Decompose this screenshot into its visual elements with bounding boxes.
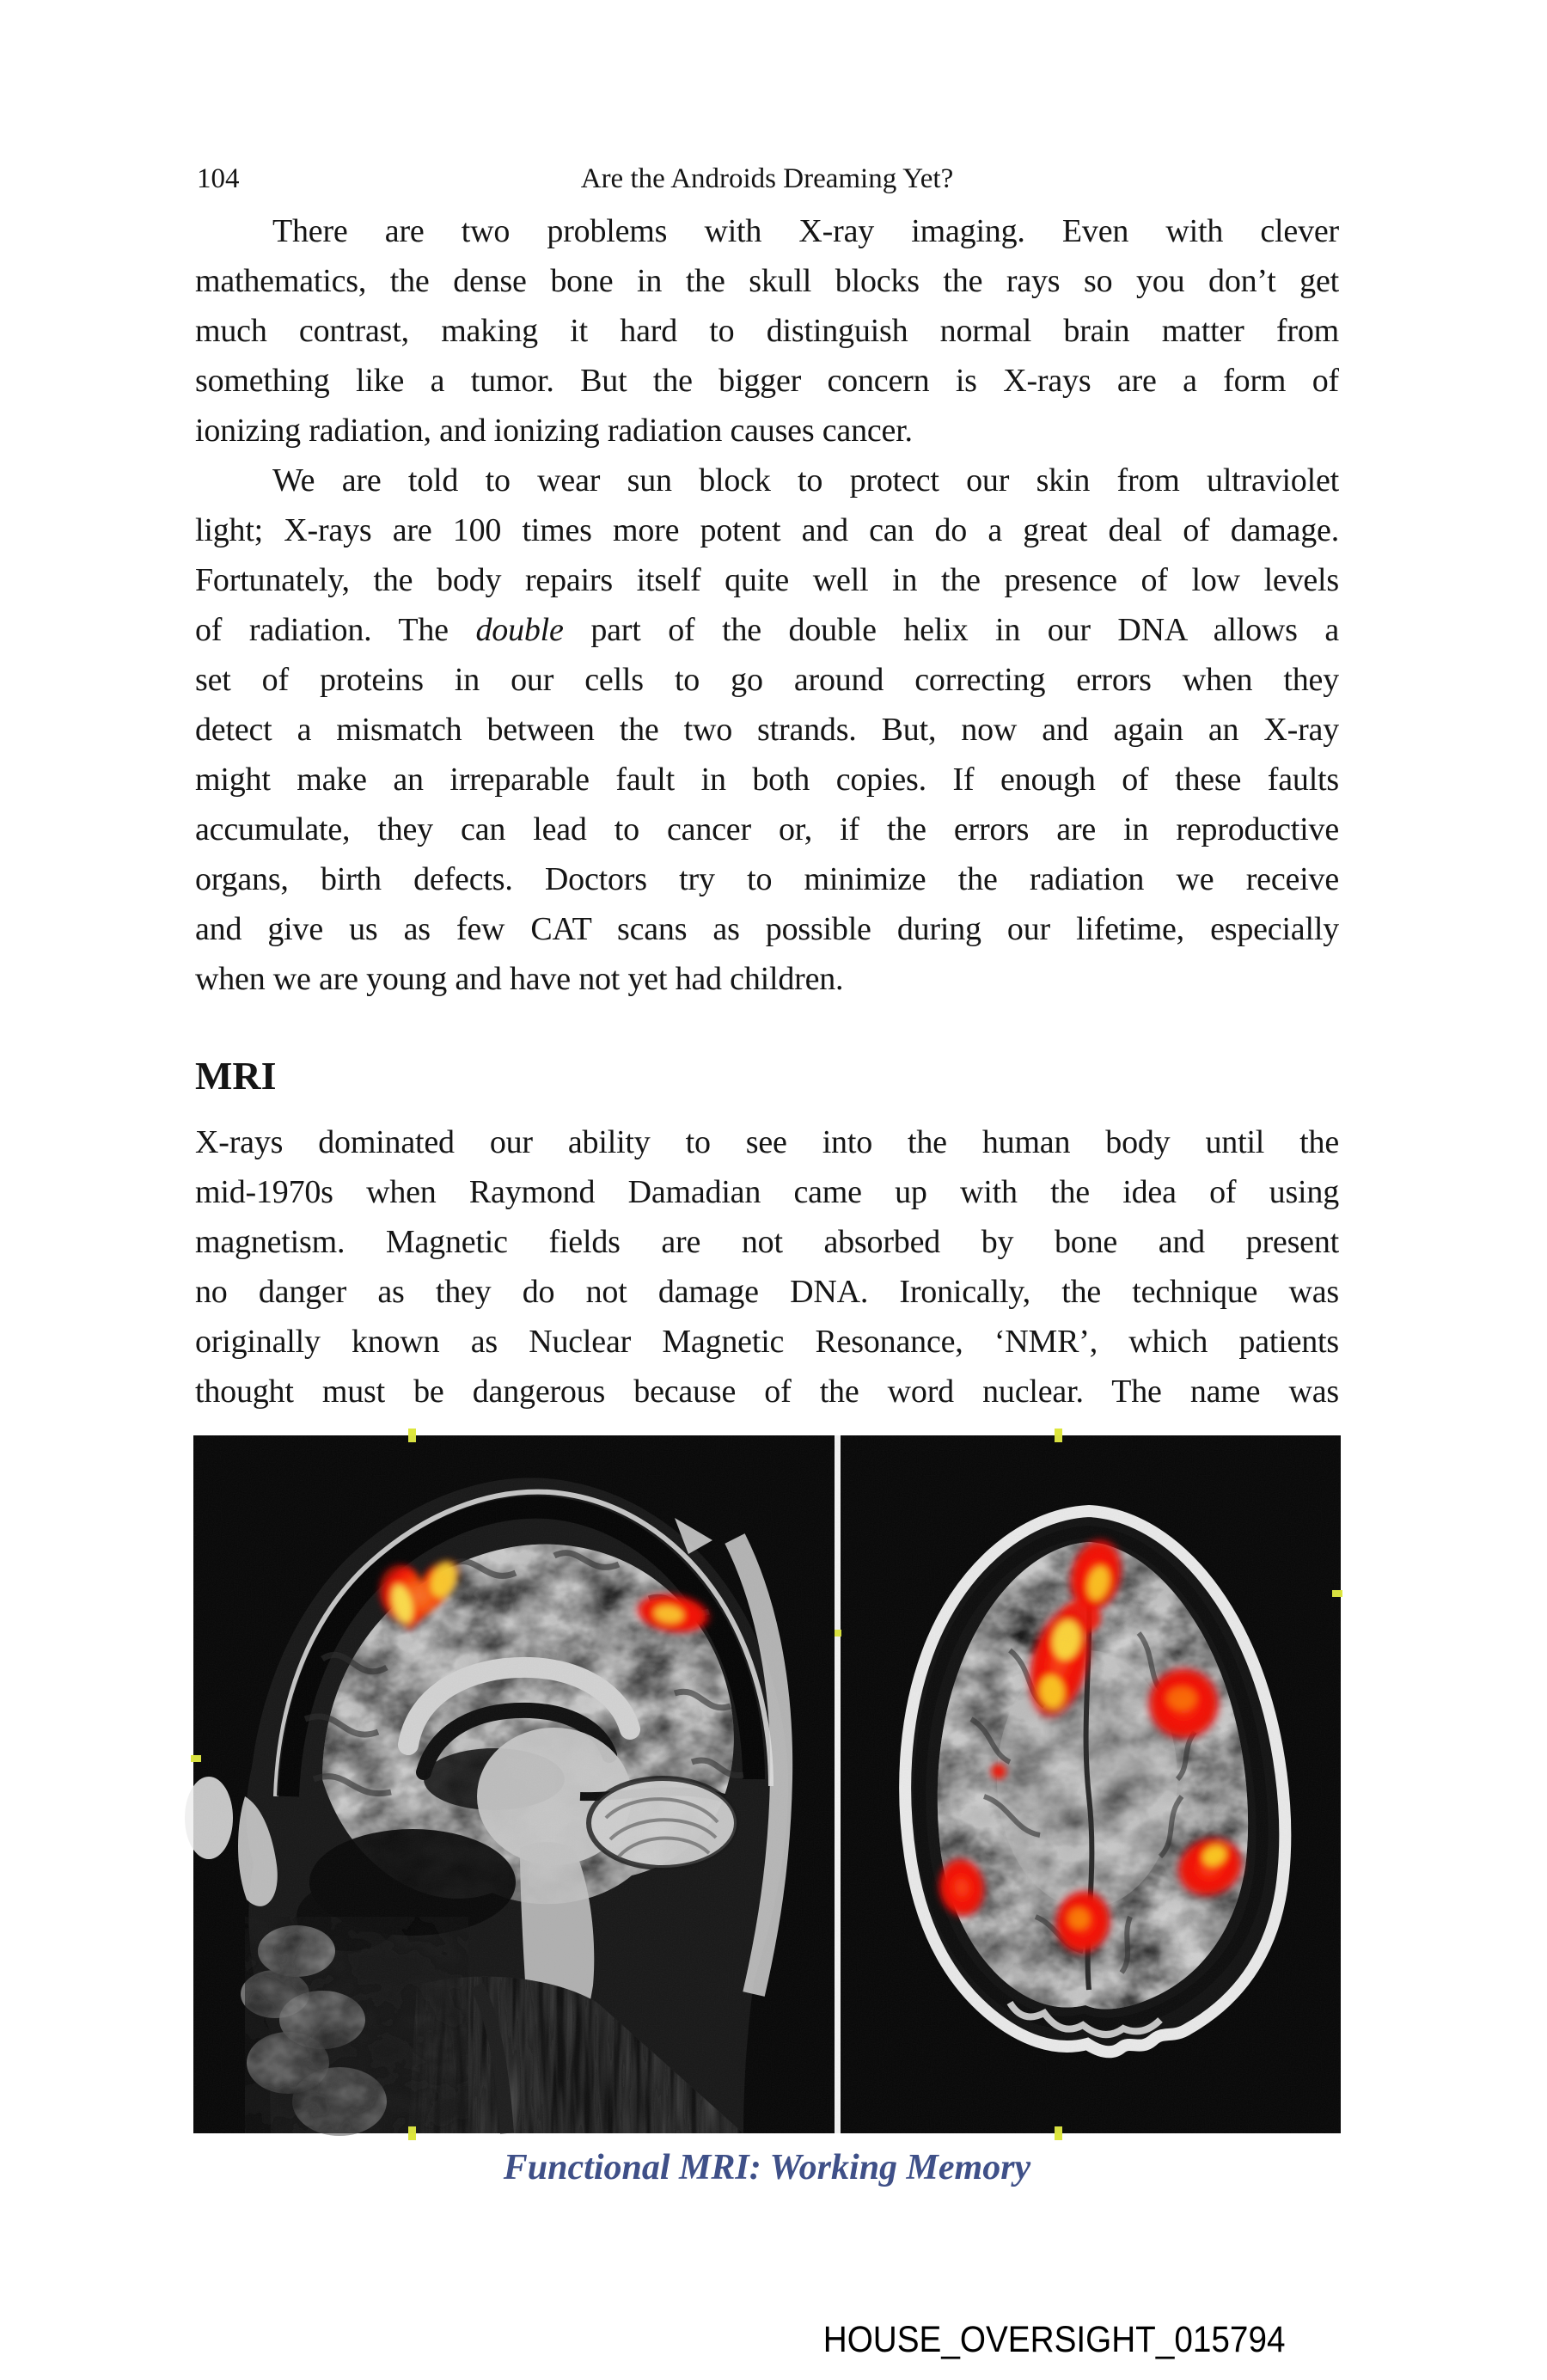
text-line: mathematics, the dense bone in the skull blocks the rays so you don’t get <box>195 263 1339 299</box>
text-segment: of radiation. The <box>195 612 476 648</box>
text-line: mid-1970s when Raymond Damadian came up with the idea of using <box>195 1174 1339 1210</box>
running-head <box>193 163 1341 201</box>
text-line: might make an irreparable fault in both copies. If enough of these faults <box>195 762 1339 798</box>
paragraph-xray-problems <box>195 206 1339 456</box>
figure-caption: Functional MRI: Working Memory <box>503 2148 1031 2187</box>
text-line: X-rays dominated our ability to see into the human body until the <box>195 1124 1339 1160</box>
text-segment: part of the double helix in our DNA allows a <box>563 612 1339 648</box>
text-line: something like a tumor. But the bigger concern is X-rays are a form of <box>195 363 1339 399</box>
text-line: magnetism. Magnetic fields are not absorbed by bone and present <box>195 1224 1339 1260</box>
text-line: There are two problems with X-ray imaging. Even with clever <box>272 213 1339 249</box>
text-line: accumulate, they can lead to cancer or, if the errors are in reproductive <box>195 811 1339 847</box>
paragraph-mri-history <box>195 1117 1339 1416</box>
text-line: ionizing radiation, and ionizing radiation causes cancer. <box>195 413 913 449</box>
fmri-figure-image <box>193 1435 1341 2133</box>
italic-word: double <box>475 612 564 648</box>
text-line: set of proteins in our cells to go around correcting errors when they <box>195 662 1339 698</box>
text-line: no danger as they do not damage DNA. Ironically, the technique was <box>195 1274 1339 1310</box>
page-number: 104 <box>197 163 240 194</box>
text-line: We are told to wear sun block to protect our skin from ultraviolet <box>272 462 1339 499</box>
paragraph-radiation-damage <box>195 456 1339 1004</box>
text-line-with-italic <box>195 605 1339 655</box>
text-line: much contrast, making it hard to distinguish normal brain matter from <box>195 313 1339 349</box>
text-line: when we are young and have not yet had children. <box>195 961 844 997</box>
text-line: detect a mismatch between the two strands. But, now and again an X-ray <box>195 712 1339 748</box>
text-line: light; X-rays are 100 times more potent and can do a great deal of damage. <box>195 512 1339 548</box>
text-line: thought must be dangerous because of the word nuclear. The name was <box>195 1374 1339 1410</box>
bates-stamp: HOUSE_OVERSIGHT_015794 <box>822 2319 1285 2360</box>
text-line: originally known as Nuclear Magnetic Resonance, ‘NMR’, which patients <box>195 1324 1339 1360</box>
book-title: Are the Androids Dreaming Yet? <box>580 163 954 194</box>
film-grain <box>193 1435 1341 2133</box>
fmri-figure <box>193 1435 1341 2133</box>
text-line: Fortunately, the body repairs itself quite well in the presence of low levels <box>195 562 1339 598</box>
section-heading-mri: MRI <box>195 1054 277 1098</box>
text-line: organs, birth defects. Doctors try to minimize the radiation we receive <box>195 861 1339 897</box>
text-line: and give us as few CAT scans as possible during our lifetime, especially <box>195 911 1339 947</box>
